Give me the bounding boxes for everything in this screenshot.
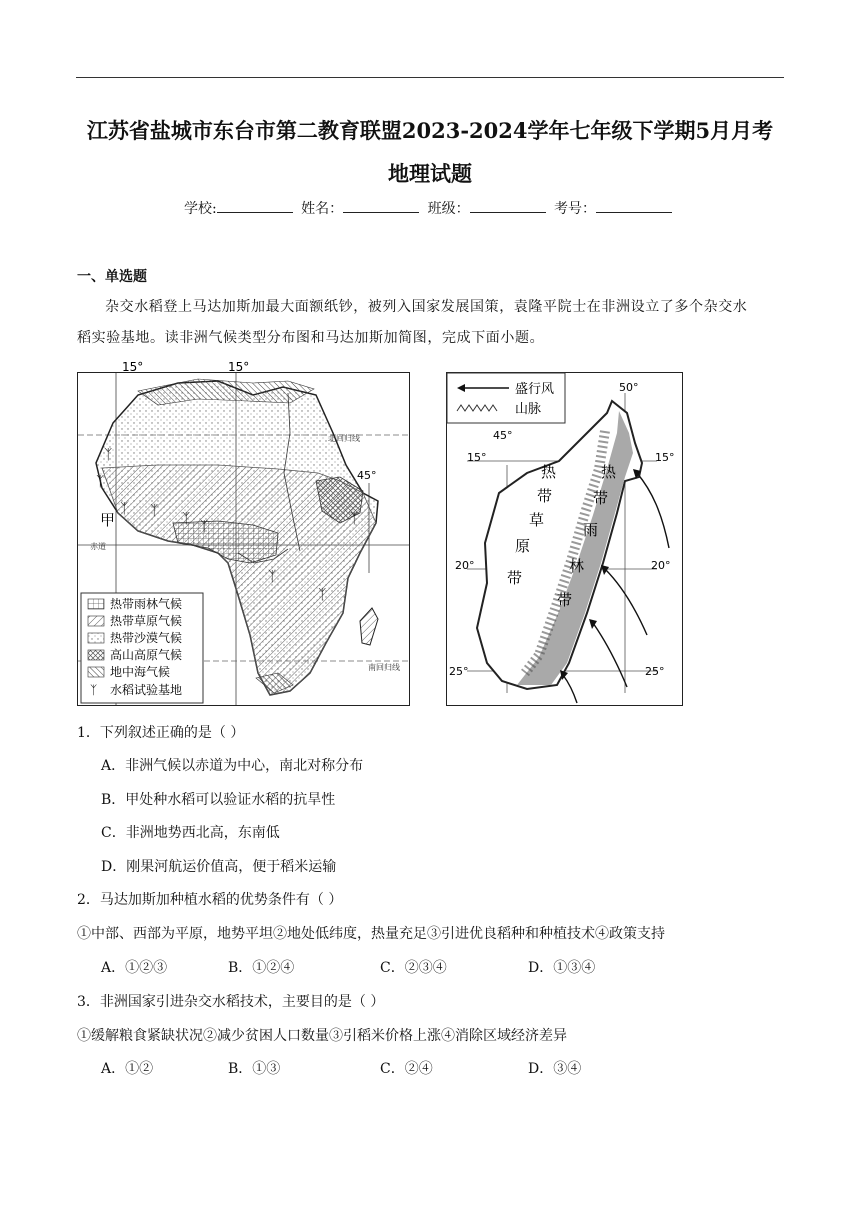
q2-option-d[interactable]: D．①③④	[528, 960, 596, 976]
section-title: 一、单选题	[77, 269, 147, 285]
mada-legend-box	[447, 373, 565, 423]
question-2-stem: 2．马达加斯加种植水稻的优势条件有（ ）	[77, 892, 343, 908]
intro-line-2: 稻实验基地。读非洲气候类型分布图和马达加斯加简图，完成下面小题。	[77, 330, 545, 346]
lon-label-west: 15°	[122, 360, 144, 374]
svg-text:热: 热	[541, 463, 557, 481]
svg-text:带: 带	[593, 489, 609, 507]
madagascar-map-svg	[447, 373, 682, 705]
question-3-stem: 3．非洲国家引进杂交水稻技术，主要目的是（ ）	[77, 994, 385, 1010]
legend-mediterranean: 地中海气候	[110, 665, 171, 679]
svg-text:带: 带	[557, 591, 573, 609]
legend-mountain: 山脉	[515, 402, 542, 417]
question-2-statement: ①中部、西部为平原，地势平坦②地处低纬度，热量充足③引进优良稻种和种植技术④政策支持	[77, 926, 665, 942]
q1-option-b[interactable]: B．甲处种水稻可以验证水稻的抗旱性	[101, 792, 336, 808]
legend-rice-base: 水稻试验基地	[110, 683, 183, 697]
q3-option-c[interactable]: C．②④	[380, 1061, 433, 1077]
svg-text:带: 带	[537, 487, 553, 505]
rice-base-icon: ᛉ	[182, 511, 191, 527]
rice-base-icon: ᛉ	[104, 447, 113, 463]
rice-base-icon: ᛉ	[96, 474, 105, 490]
mada-lat-20-right: 20°	[651, 559, 671, 572]
legend-wind: 盛行风	[515, 382, 555, 397]
rice-base-icon: ᛉ	[150, 503, 159, 519]
mada-lat-25-right: 25°	[645, 665, 665, 678]
school-blank[interactable]	[217, 200, 293, 213]
mada-lon-45: 45°	[493, 429, 513, 442]
svg-text:热: 热	[601, 463, 617, 481]
student-info	[0, 198, 860, 218]
legend-highland: 高山高原气候	[110, 648, 183, 662]
q1-option-c[interactable]: C．非洲地势西北高，东南低	[101, 825, 280, 841]
tropic-north-label: 北回归线	[328, 434, 360, 443]
rice-base-icon: ᛉ	[268, 569, 277, 585]
legend-savanna: 热带草原气候	[110, 614, 183, 628]
svg-text:草: 草	[529, 511, 545, 529]
mada-lat-20-left: 20°	[455, 559, 475, 572]
mada-lat-15-right: 15°	[655, 451, 675, 464]
madagascar-map	[446, 372, 683, 706]
rice-base-icon: ᛉ	[318, 587, 327, 603]
mada-lon-50: 50°	[619, 381, 639, 394]
school-label: 学校:	[183, 201, 217, 217]
q3-option-d[interactable]: D．③④	[528, 1061, 582, 1077]
q2-option-a[interactable]: A．①②③	[101, 960, 168, 976]
name-label: 姓名：	[301, 201, 344, 217]
legend-rainforest: 热带雨林气候	[110, 597, 183, 611]
page-subtitle: 地理试题	[388, 161, 472, 186]
legend-rice-icon: ᛉ	[90, 683, 98, 697]
svg-text:林: 林	[569, 557, 585, 575]
intro-line-1: 杂交水稻登上马达加斯加最大面额纸钞，被列入国家发展国策，袁隆平院士在非洲设立了多个杂交水	[105, 299, 748, 315]
lon-label-east: 15°	[228, 360, 250, 374]
question-1-stem: 1．下列叙述正确的是（ ）	[77, 725, 245, 741]
name-blank[interactable]	[343, 200, 419, 213]
mada-lat-15-left: 15°	[467, 451, 487, 464]
class-label: 班级：	[427, 201, 470, 217]
page-title: 江苏省盐城市东台市第二教育联盟2023-2024学年七年级下学期5月月考	[86, 118, 774, 143]
exam-no-blank[interactable]	[596, 200, 672, 213]
lat-label-45: 45°	[357, 469, 377, 482]
mada-lat-25-left: 25°	[449, 665, 469, 678]
point-jia-label: 甲	[100, 511, 116, 529]
tropic-south-label: 南回归线	[368, 663, 400, 672]
legend-desert: 热带沙漠气候	[110, 631, 183, 645]
svg-text:带: 带	[507, 569, 523, 587]
rice-base-icon: ᛉ	[200, 519, 209, 535]
rice-base-icon: ᛉ	[350, 511, 359, 527]
q1-option-d[interactable]: D．刚果河航运价值高，便于稻米运输	[101, 859, 337, 875]
q3-option-b[interactable]: B．①③	[228, 1061, 281, 1077]
svg-text:原: 原	[515, 537, 531, 555]
q3-option-a[interactable]: A．①②	[101, 1061, 154, 1077]
question-3-statement: ①缓解粮食紧缺状况②减少贫困人口数量③引稻米价格上涨④消除区域经济差异	[77, 1028, 567, 1044]
equator-label: 赤道	[90, 542, 106, 551]
africa-map-svg	[78, 360, 409, 705]
africa-climate-map	[77, 360, 410, 706]
header-rule	[76, 77, 784, 78]
q1-option-a[interactable]: A．非洲气候以赤道为中心，南北对称分布	[101, 758, 364, 774]
class-blank[interactable]	[470, 200, 546, 213]
rice-base-icon: ᛉ	[120, 501, 129, 517]
q2-option-b[interactable]: B．①②④	[228, 960, 295, 976]
svg-text:雨: 雨	[583, 521, 599, 539]
q2-option-c[interactable]: C．②③④	[380, 960, 447, 976]
exam-no-label: 考号：	[554, 201, 597, 217]
